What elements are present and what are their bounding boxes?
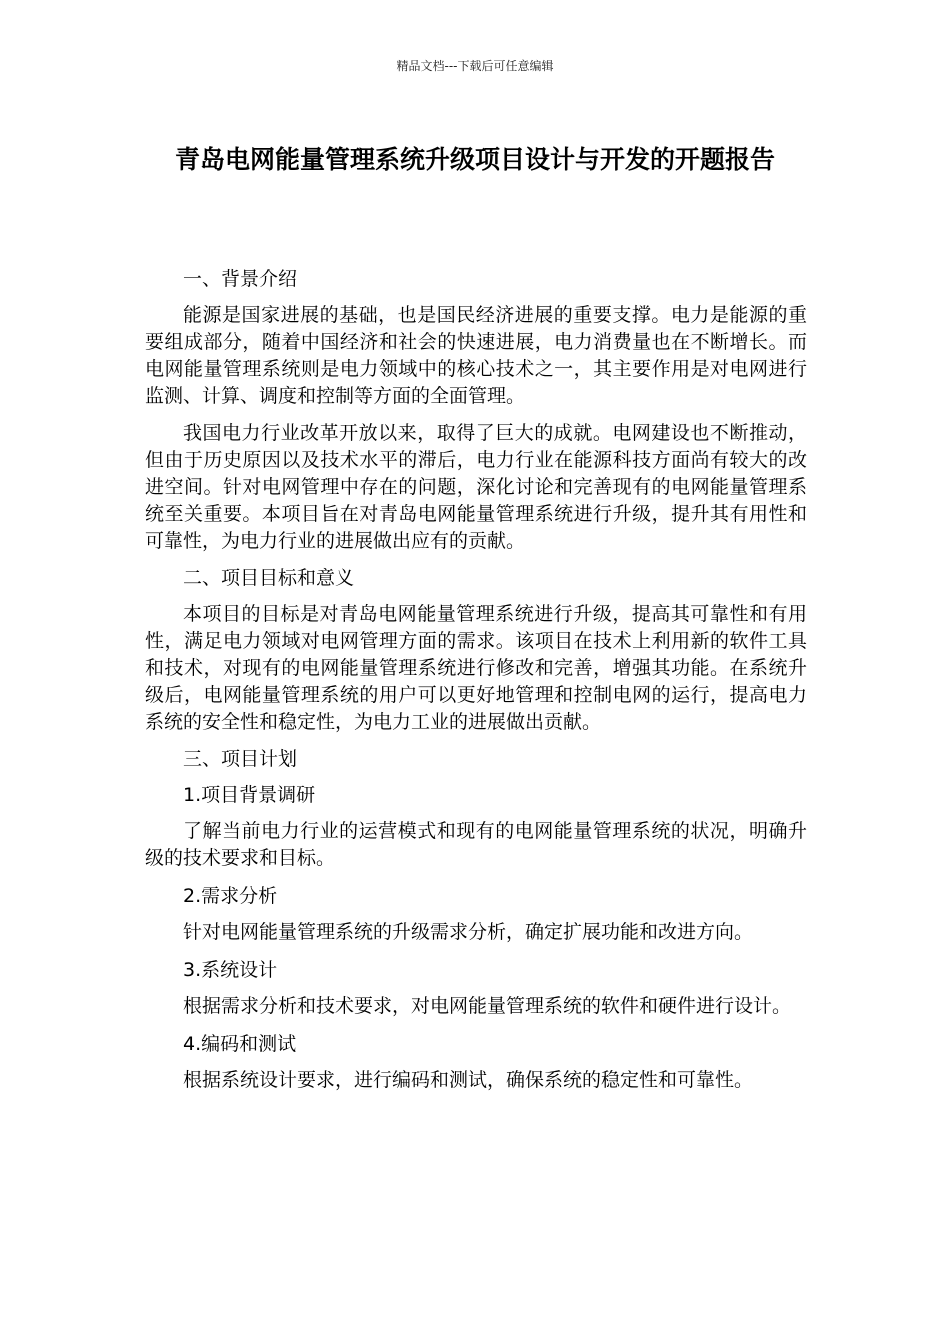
plan-step-title: 1.项目背景调研: [183, 784, 316, 806]
plan-step-text: 根据需求分析和技术要求，对电网能量管理系统的软件和硬件进行设计。: [183, 995, 792, 1017]
plan-step-title: 2.需求分析: [183, 885, 278, 907]
plan-step-text: 了解当前电力行业的运营模式和现有的电网能量管理系统的状况，明确升级的技术要求和目标。: [145, 820, 807, 869]
document-body: [145, 266, 807, 1105]
background-paragraph-2: 我国电力行业改革开放以来，取得了巨大的成就。电网建设也不断推动，但由于历史原因以及技术水平的滞后，电力行业在能源科技方面尚有较大的改进空间。针对电网管理中存在的问题，深化讨论和完善现有的电网能量管理系统至关重要。本项目旨在对青岛电网能量管理系统进行升级，提升其有用性和可靠性，为电力行业的进展做出应有的贡献。: [145, 422, 807, 552]
page-header-watermark: 精品文档---下载后可任意编辑: [396, 59, 554, 73]
plan-step-title: 4.编码和测试: [183, 1033, 297, 1055]
section-heading-plan: 三、项目计划: [183, 748, 298, 770]
section-heading-objectives: 二、项目目标和意义: [183, 567, 355, 589]
plan-step-text: 针对电网能量管理系统的升级需求分析，确定扩展功能和改进方向。: [183, 921, 754, 943]
document-title: 青岛电网能量管理系统升级项目设计与开发的开题报告: [174, 145, 775, 174]
plan-step-text: 根据系统设计要求，进行编码和测试，确保系统的稳定性和可靠性。: [183, 1069, 754, 1091]
objectives-paragraph-1: 本项目的目标是对青岛电网能量管理系统进行升级，提高其可靠性和有用性，满足电力领域对电网管理方面的需求。该项目在技术上利用新的软件工具和技术，对现有的电网能量管理系统进行修改和完善，增强其功能。在系统升级后，电网能量管理系统的用户可以更好地管理和控制电网的运行，提高电力系统的安全性和稳定性，为电力工业的进展做出贡献。: [145, 603, 807, 733]
section-heading-background: 一、背景介绍: [183, 268, 298, 290]
plan-step-title: 3.系统设计: [183, 959, 278, 981]
background-paragraph-1: 能源是国家进展的基础，也是国民经济进展的重要支撑。电力是能源的重要组成部分，随着中国经济和社会的快速进展，电力消费量也在不断增长。而电网能量管理系统则是电力领域中的核心技术之一，其主要作用是对电网进行监测、计算、调度和控制等方面的全面管理。: [145, 304, 807, 407]
